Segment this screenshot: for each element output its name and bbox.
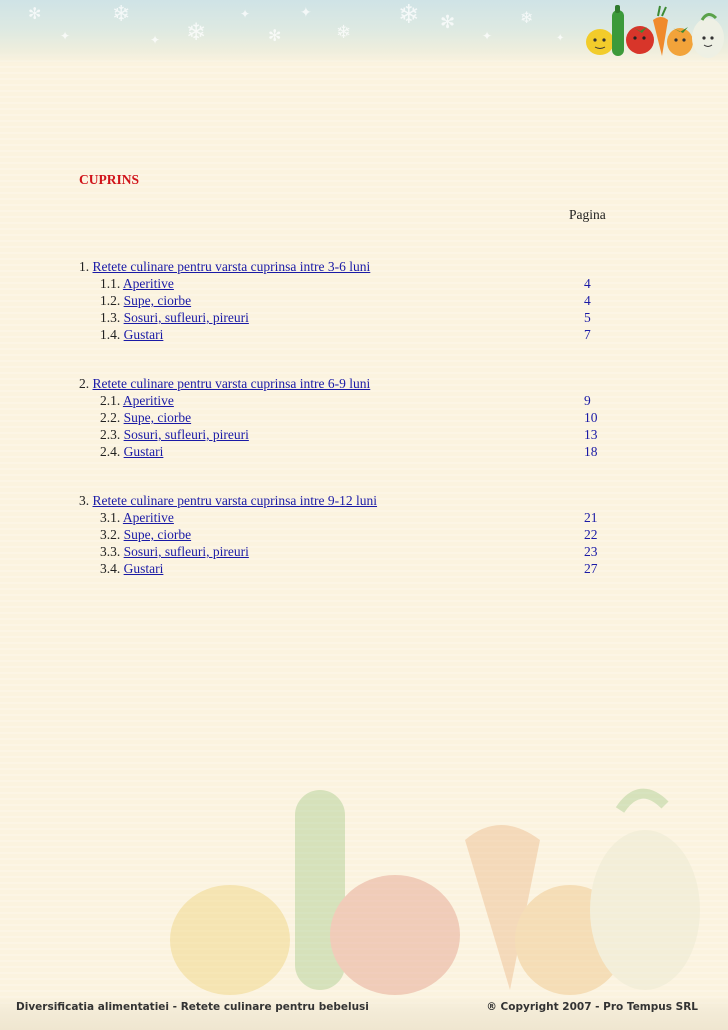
toc-entry-number: 2.4. <box>100 444 121 459</box>
toc-item-link[interactable]: Gustari <box>123 444 164 459</box>
toc-entry <box>79 509 619 526</box>
toc-page-number: 4 <box>584 293 591 308</box>
toc-entry-number: 1. <box>79 259 90 274</box>
toc-section <box>79 258 619 343</box>
toc-page-number: 27 <box>584 561 598 576</box>
toc-page-number: 13 <box>584 427 598 442</box>
toc-entry-number: 3.4. <box>100 561 121 576</box>
toc-page-number: 23 <box>584 544 598 559</box>
page-title: CUPRINS <box>79 172 140 187</box>
toc-item-link[interactable]: Supe, ciorbe <box>123 527 192 542</box>
toc-entry-number: 2.3. <box>100 427 121 442</box>
toc-entry-number: 2.1. <box>100 393 121 408</box>
toc-entry <box>79 326 619 343</box>
toc-item-link[interactable]: Aperitive <box>122 276 174 291</box>
snowflake-icon: ❄ <box>398 0 420 30</box>
toc-page-number: 4 <box>584 276 591 291</box>
toc-page-number: 21 <box>584 510 598 525</box>
toc-entry <box>79 375 619 392</box>
vegetables-illustration <box>578 0 728 62</box>
toc-item-link[interactable]: Aperitive <box>122 393 174 408</box>
toc-entry <box>79 560 619 577</box>
toc-entry-number: 3.2. <box>100 527 121 542</box>
page-column-header: Pagina <box>569 207 606 222</box>
star-icon: ✦ <box>150 33 161 47</box>
toc-page-number: 5 <box>584 310 591 325</box>
star-icon: ✦ <box>556 33 565 44</box>
table-of-contents <box>79 258 619 609</box>
toc-entry-number: 2. <box>79 376 90 391</box>
toc-entry-number: 3.1. <box>100 510 121 525</box>
toc-entry-number: 3.3. <box>100 544 121 559</box>
star-icon: ✦ <box>300 5 312 21</box>
toc-section-link[interactable]: Retete culinare pentru varsta cuprinsa intre 6-9 luni <box>92 376 371 391</box>
toc-item-link[interactable]: Supe, ciorbe <box>123 293 192 308</box>
star-icon: ✻ <box>440 12 456 33</box>
star-icon: ✦ <box>60 29 71 43</box>
toc-item-link[interactable]: Gustari <box>123 561 164 576</box>
toc-entry <box>79 526 619 543</box>
page-footer <box>0 996 728 1030</box>
toc-section <box>79 492 619 577</box>
toc-entry-number: 1.3. <box>100 310 121 325</box>
toc-entry <box>79 292 619 309</box>
snowflake-icon: ✻ <box>268 26 282 45</box>
toc-item-link[interactable]: Supe, ciorbe <box>123 410 192 425</box>
toc-item-link[interactable]: Gustari <box>123 327 164 342</box>
toc-entry-number: 3. <box>79 493 90 508</box>
toc-section-link[interactable]: Retete culinare pentru varsta cuprinsa intre 3-6 luni <box>92 259 371 274</box>
toc-entry-number: 1.2. <box>100 293 121 308</box>
toc-entry <box>79 258 619 275</box>
toc-entry <box>79 426 619 443</box>
toc-entry-number: 1.1. <box>100 276 121 291</box>
toc-entry <box>79 543 619 560</box>
snowflake-icon: ❄ <box>112 2 131 27</box>
toc-page-number: 10 <box>584 410 598 425</box>
toc-page-number: 22 <box>584 527 598 542</box>
header-banner <box>0 0 728 64</box>
toc-entry <box>79 409 619 426</box>
footer-copyright: ® Copyright 2007 - Pro Tempus SRL <box>486 1001 698 1013</box>
toc-section-link[interactable]: Retete culinare pentru varsta cuprinsa intre 9-12 luni <box>92 493 378 508</box>
toc-entry <box>79 392 619 409</box>
toc-section <box>79 375 619 460</box>
star-icon: ✦ <box>240 7 251 21</box>
snowflake-icon: ✻ <box>28 4 42 23</box>
toc-item-link[interactable]: Aperitive <box>122 510 174 525</box>
toc-entry-number: 1.4. <box>100 327 121 342</box>
snowflake-icon: ❄ <box>186 18 207 46</box>
vegetables-illustration <box>0 770 728 995</box>
toc-entry <box>79 309 619 326</box>
toc-item-link[interactable]: Sosuri, sufleuri, pireuri <box>123 310 249 325</box>
toc-page-number: 18 <box>584 444 598 459</box>
toc-page-number: 9 <box>584 393 591 408</box>
toc-page-number: 7 <box>584 327 591 342</box>
toc-item-link[interactable]: Sosuri, sufleuri, pireuri <box>123 544 249 559</box>
star-icon: ✦ <box>482 29 493 43</box>
toc-entry <box>79 275 619 292</box>
snowflake-icon: ❄ <box>336 22 352 43</box>
toc-entry <box>79 443 619 460</box>
footer-document-title: Diversificatia alimentatiei - Retete culinare pentru bebelusi <box>16 1001 369 1013</box>
snowflake-icon: ❄ <box>520 8 534 27</box>
toc-item-link[interactable]: Sosuri, sufleuri, pireuri <box>123 427 249 442</box>
toc-entry <box>79 492 619 509</box>
toc-entry-number: 2.2. <box>100 410 121 425</box>
